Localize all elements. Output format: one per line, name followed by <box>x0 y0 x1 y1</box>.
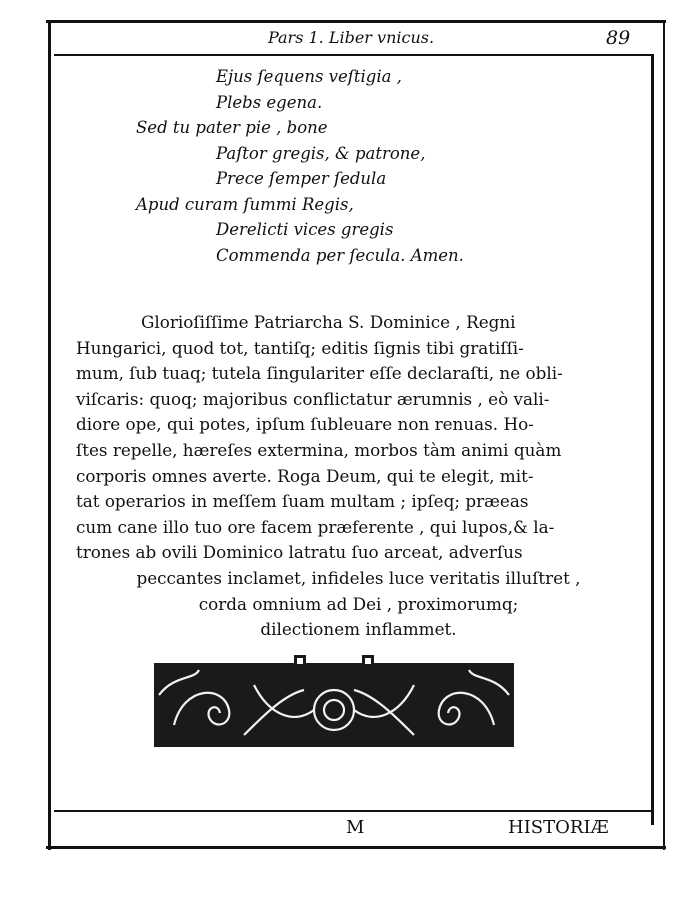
page-frame <box>46 20 666 850</box>
prayer-line: dilectionem inflammet. <box>260 619 457 640</box>
verse-line: Ejus ſequens veſtigia , <box>216 67 402 86</box>
prayer-line: Hungarici, quod tot, tantiſq; editis ſignis tibi gratiſſi- <box>76 337 524 358</box>
running-head: Pars 1. Liber vnicus. <box>267 28 435 47</box>
prayer-line: corda omnium ad Dei , proximorumq; <box>198 593 519 614</box>
right-outer-rule <box>663 20 665 850</box>
prayer-line: mum, ſub tuaq; tutela ſingulariter eſſe declaraſti, ne obli- <box>76 363 563 384</box>
header-rule <box>54 54 654 56</box>
page-number: 89 <box>606 27 631 49</box>
verse-line: Sed tu pater pie , bone <box>136 118 328 137</box>
footer-rule <box>54 810 654 812</box>
right-inner-rule <box>651 55 654 825</box>
bottom-rule <box>46 846 666 849</box>
verse-line: Apud curam ſummi Regis, <box>136 194 354 214</box>
signature-mark: M <box>346 817 365 838</box>
verse-line: Commenda per ſecula. Amen. <box>216 245 464 265</box>
prayer-line: trones ab ovili Dominico latratu ſuo arceat, adverſus <box>76 542 523 563</box>
left-rule <box>48 20 51 850</box>
prayer-line: tat operarios in meſſem ſuam multam ; ipſeq; præeas <box>76 491 529 512</box>
prayer-line: viſcaris: quoq; majoribus conflictatur ærumnis , eò vali- <box>76 388 550 409</box>
top-rule <box>46 20 666 23</box>
prayer-line: peccantes inclamet, infideles luce veritatis illuſtret , <box>136 567 581 588</box>
prayer-line: diore ope, qui potes, ipſum ſubleuare non renuas. Ho- <box>76 414 534 435</box>
prayer-paragraph <box>76 310 641 643</box>
prayer-line: cum cane illo tuo ore facem præferente , qui lupos,& la- <box>76 516 555 537</box>
hymn-verse <box>136 64 556 268</box>
prayer-line: ſtes repelle, hæreſes extermina, morbos tàm animi quàm <box>76 439 562 460</box>
verse-line: Prece ſemper ſedula <box>216 169 387 188</box>
prayer-line: Glorioſiſſime Patriarcha S. Dominice , Regni <box>141 312 516 332</box>
prayer-line: corporis omnes averte. Roga Deum, qui te elegit, mit- <box>76 465 534 486</box>
ornament-tailpiece <box>154 655 514 755</box>
verse-line: Derelicti vices gregis <box>216 220 394 239</box>
verse-line: Plebs egena. <box>216 92 323 112</box>
verse-line: Paſtor gregis, & patrone, <box>216 143 426 163</box>
catchword: HISTORIÆ <box>508 817 609 838</box>
